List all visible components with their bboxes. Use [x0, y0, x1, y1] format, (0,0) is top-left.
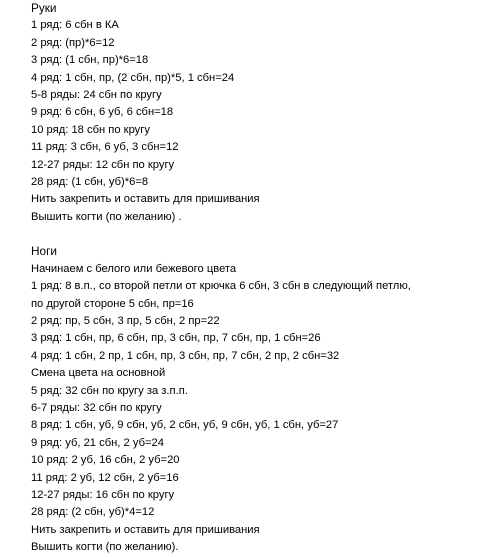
legs-line: 1 ряд: 8 в.п., со второй петли от крючка 6 сбн, 3 сбн в следующий петлю, [31, 280, 411, 293]
legs-line: 11 ряд: 2 уб, 12 сбн, 2 уб=16 [31, 471, 179, 484]
legs-line: Нить закрепить и оставить для пришивания [31, 523, 260, 536]
arms-title: Руки [31, 1, 57, 15]
legs-line: 5 ряд: 32 сбн по кругу за з.п.п. [31, 384, 188, 397]
legs-line: 28 ряд: (2 сбн, уб)*4=12 [31, 506, 155, 519]
document [31, 0, 486, 557]
legs-line: Начинаем с белого или бежевого цвета [31, 262, 237, 275]
legs-line: 10 ряд: 2 уб, 16 сбн, 2 уб=20 [31, 454, 180, 467]
legs-line: Вышить когти (по желанию). [31, 541, 179, 554]
arms-line: Вышить когти (по желанию) . [31, 210, 182, 223]
legs-line: 8 ряд: 1 сбн, уб, 9 сбн, уб, 2 сбн, уб, 9 сбн, уб, 1 сбн, уб=27 [31, 419, 339, 432]
arms-line: 9 ряд: 6 сбн, 6 уб, 6 сбн=18 [31, 106, 174, 119]
arms-line: 3 ряд: (1 сбн, пр)*6=18 [31, 54, 149, 67]
legs-line: 2 ряд: пр, 5 сбн, 3 пр, 5 сбн, 2 пр=22 [31, 315, 220, 328]
arms-line: 10 ряд: 18 сбн по кругу [31, 123, 150, 136]
legs-section [31, 243, 486, 556]
legs-line: 9 ряд: уб, 21 сбн, 2 уб=24 [31, 436, 164, 449]
arms-line: 12-27 ряды: 12 сбн по кругу [31, 158, 175, 171]
legs-title: Ноги [31, 244, 57, 259]
section-gap [31, 226, 486, 243]
legs-line: 12-27 ряды: 16 сбн по кругу [31, 488, 175, 501]
arms-line: Нить закрепить и оставить для пришивания [31, 193, 260, 206]
legs-line: по другой стороне 5 сбн, пр=16 [31, 297, 194, 310]
arms-line: 1 ряд: 6 сбн в КА [31, 19, 119, 32]
arms-line: 4 ряд: 1 сбн, пр, (2 сбн, пр)*5, 1 сбн=24 [31, 71, 235, 84]
arms-line: 5-8 ряды: 24 сбн по кругу [31, 88, 162, 101]
legs-line: 3 ряд: 1 сбн, пр, 6 сбн, пр, 3 сбн, пр, 7 сбн, пр, 1 сбн=26 [31, 332, 321, 345]
legs-line: 6-7 ряды: 32 сбн по кругу [31, 401, 162, 414]
legs-line: 4 ряд: 1 сбн, 2 пр, 1 сбн, пр, 3 сбн, пр, 7 сбн, 2 пр, 2 сбн=32 [31, 349, 340, 362]
legs-line: Смена цвета на основной [31, 367, 166, 380]
arms-line: 11 ряд: 3 сбн, 6 уб, 3 сбн=12 [31, 141, 179, 154]
arms-section [31, 0, 486, 226]
arms-line: 28 ряд: (1 сбн, уб)*6=8 [31, 175, 149, 188]
arms-line: 2 ряд: (пр)*6=12 [31, 36, 115, 49]
